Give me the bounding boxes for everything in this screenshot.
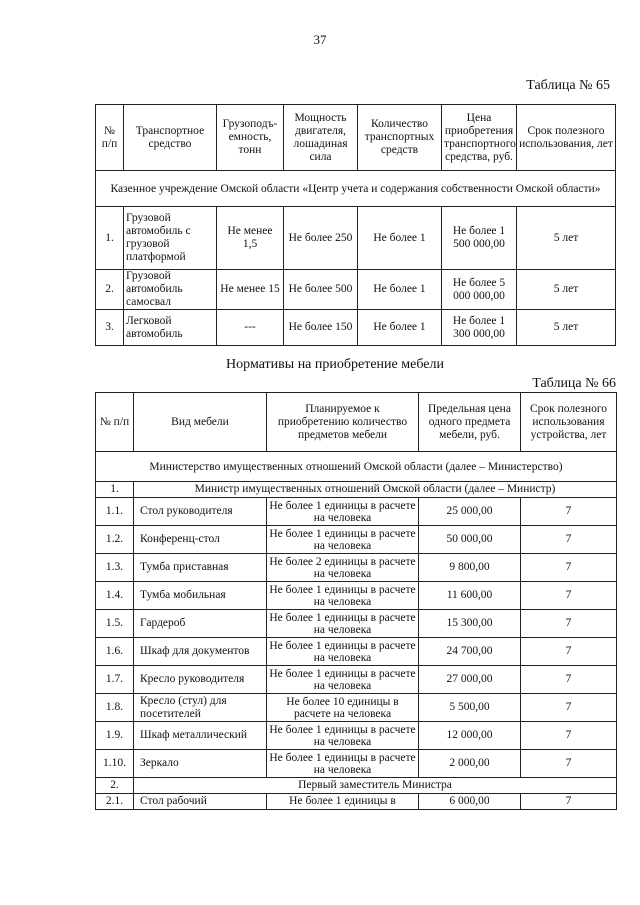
cell: 6 000,00 [419,794,521,810]
table-row [96,526,617,554]
section-title: Нормативы на приобретение мебели [226,357,444,372]
cell: Грузовой автомобиль с грузовой платформой [124,207,217,270]
page-number: 37 [313,32,327,47]
table-row [96,794,617,810]
cell: Легковой автомобиль [124,310,217,346]
cell: Не менее 1,5 [217,207,284,270]
cell: 2 000,00 [419,750,521,778]
cell: 5 500,00 [419,694,521,722]
cell: Шкаф для документов [134,638,267,666]
group-row [96,778,617,794]
cell: Не более 5 000 000,00 [442,270,517,310]
header-cell: Транспортное средство [124,105,217,171]
cell: Кресло (стул) для посетителей [134,694,267,722]
cell: 1.6. [96,638,134,666]
cell: Кресло руководителя [134,666,267,694]
cell: 7 [521,582,617,610]
cell: Не более 1 500 000,00 [442,207,517,270]
cell: 7 [521,498,617,526]
cell: 9 800,00 [419,554,521,582]
cell: Не более 1 единицы в расчете на человека [267,610,419,638]
cell: 2.1. [96,794,134,810]
cell: 2. [96,778,134,794]
cell: Зеркало [134,750,267,778]
table-row [96,750,617,778]
cell: 5 лет [517,207,616,270]
furniture-table [95,392,617,810]
table-row [96,554,617,582]
cell: Тумба мобильная [134,582,267,610]
header-cell: Цена приобретения транспортного средства, руб. [442,105,517,171]
cell: Не более 1 единицы в расчете на человека [267,526,419,554]
group-label: Министр имущественных отношений Омской области (далее – Министр) [134,482,617,498]
cell: 1.1. [96,498,134,526]
cell: 7 [521,526,617,554]
cell: 1.4. [96,582,134,610]
header-cell: Грузоподъ-емность, тонн [217,105,284,171]
section-label: Казенное учреждение Омской области «Центр учета и содержания собственности Омской области» [96,171,616,207]
header-cell: Предельная цена одного предмета мебели, руб. [419,393,521,452]
header-cell: № п/п [96,105,124,171]
header-cell: Срок полезного использования, лет [517,105,616,171]
table-row [96,694,617,722]
cell: 1.5. [96,610,134,638]
cell: Не более 1 единицы в расчете на человека [267,638,419,666]
cell: Стол рабочий [134,794,267,810]
cell: Конференц-стол [134,526,267,554]
cell: 25 000,00 [419,498,521,526]
cell: 7 [521,694,617,722]
cell: Не более 1 единицы в расчете на человека [267,498,419,526]
cell: Не более 2 единицы в расчете на человека [267,554,419,582]
table-row [96,207,616,270]
section-label: Министерство имущественных отношений Омской области (далее – Министерство) [96,452,617,482]
table-row [96,666,617,694]
cell: 15 300,00 [419,610,521,638]
table-row [96,638,617,666]
table-row [96,722,617,750]
cell: --- [217,310,284,346]
cell: 7 [521,554,617,582]
cell: 5 лет [517,270,616,310]
cell: Не более 10 единицы в расчете на человека [267,694,419,722]
table-header-row [96,105,616,171]
cell: 7 [521,666,617,694]
header-cell: Мощность двигателя, лошадиная сила [284,105,358,171]
cell: Стол руководителя [134,498,267,526]
cell: 7 [521,638,617,666]
cell: 2. [96,270,124,310]
group-row [96,482,617,498]
cell: Не более 1 единицы в расчете на человека [267,722,419,750]
cell: 5 лет [517,310,616,346]
table-row [96,582,617,610]
cell: Тумба приставная [134,554,267,582]
cell: Не более 1 [358,270,442,310]
section-row [96,452,617,482]
cell: 1.2. [96,526,134,554]
header-cell: Срок полезного использования устройства, лет [521,393,617,452]
cell: 7 [521,794,617,810]
header-cell: Количество транспортных средств [358,105,442,171]
table-66-caption: Таблица № 66 [532,376,616,391]
cell: 1.9. [96,722,134,750]
cell: Не более 1 единицы в расчете на человека [267,582,419,610]
header-cell: Планируемое к приобретению количество предметов мебели [267,393,419,452]
header-cell: № п/п [96,393,134,452]
cell: Не более 500 [284,270,358,310]
cell: Не более 1 [358,310,442,346]
cell: Не более 1 единицы в [267,794,419,810]
cell: Грузовой автомобиль самосвал [124,270,217,310]
cell: 24 700,00 [419,638,521,666]
cell: 1.8. [96,694,134,722]
table-row [96,270,616,310]
cell: Не более 1 [358,207,442,270]
table-row [96,498,617,526]
cell: 7 [521,750,617,778]
table-row [96,310,616,346]
cell: Не более 150 [284,310,358,346]
header-cell: Вид мебели [134,393,267,452]
cell: 50 000,00 [419,526,521,554]
cell: Не более 1 300 000,00 [442,310,517,346]
cell: 27 000,00 [419,666,521,694]
cell: 1. [96,482,134,498]
cell: Не более 1 единицы в расчете на человека [267,750,419,778]
group-label: Первый заместитель Министра [134,778,617,794]
table-header-row [96,393,617,452]
cell: 11 600,00 [419,582,521,610]
cell: 1. [96,207,124,270]
cell: Не более 1 единицы в расчете на человека [267,666,419,694]
cell: 7 [521,722,617,750]
table-row [96,610,617,638]
cell: Шкаф металлический [134,722,267,750]
cell: Не более 250 [284,207,358,270]
transport-table [95,104,616,346]
table-65-caption: Таблица № 65 [526,78,610,93]
cell: 1.7. [96,666,134,694]
cell: Гардероб [134,610,267,638]
cell: 1.3. [96,554,134,582]
cell: 7 [521,610,617,638]
cell: 3. [96,310,124,346]
cell: Не менее 15 [217,270,284,310]
cell: 12 000,00 [419,722,521,750]
section-row [96,171,616,207]
cell: 1.10. [96,750,134,778]
